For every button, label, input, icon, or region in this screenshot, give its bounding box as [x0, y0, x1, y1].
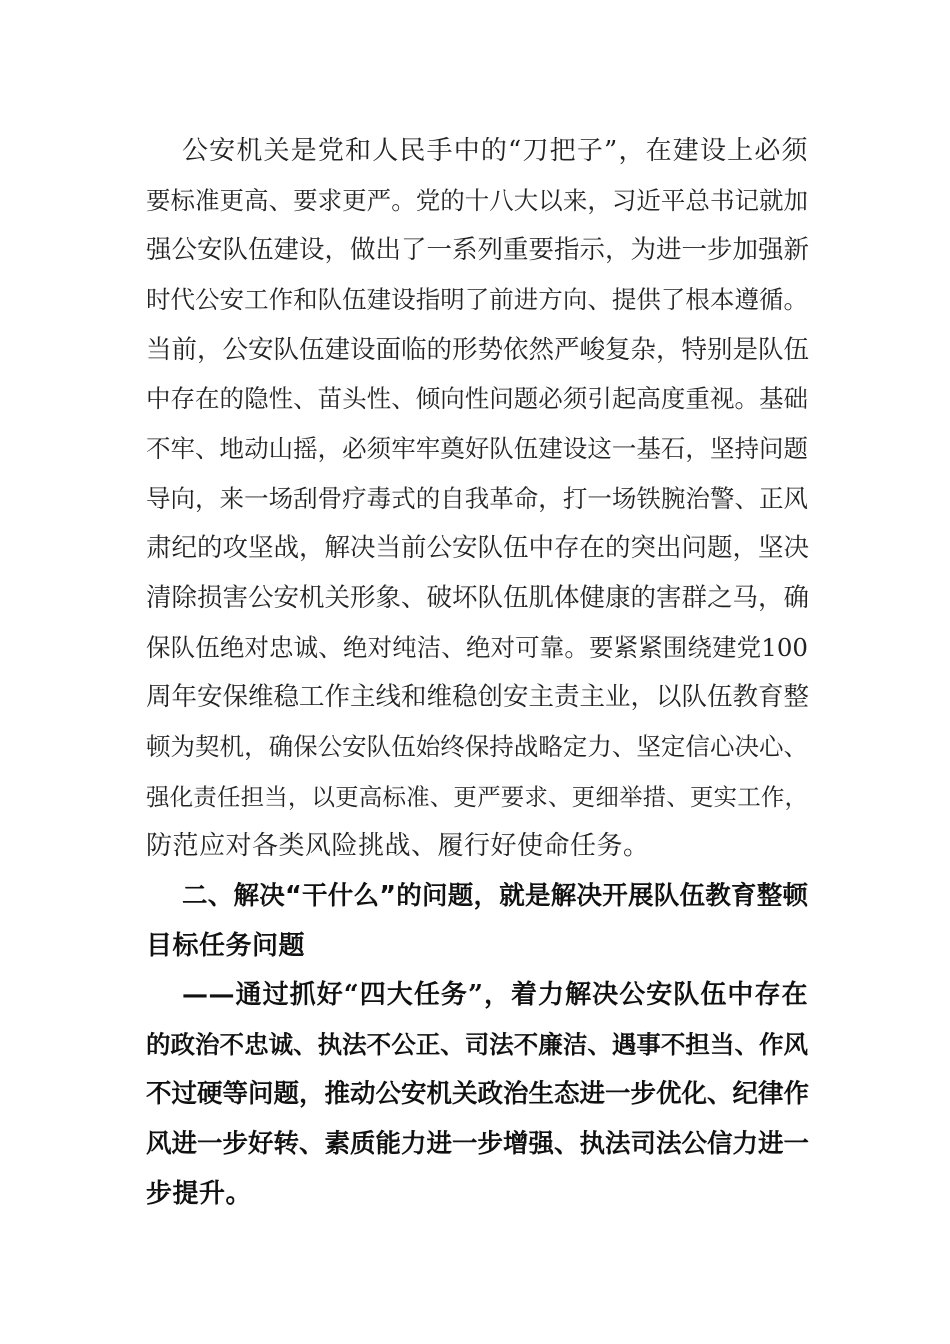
paragraph-1-line-5: 当前，公安队伍建设面临的形势依然严峻复杂，特别是队伍	[146, 335, 810, 365]
paragraph-2-line-4: 风进一步好转、素质能力进一步增强、执法司法公信力进一	[146, 1129, 810, 1159]
paragraph-1-line-11: 保队伍绝对忠诚、绝对纯洁、绝对可靠。要紧紧围绕建党100	[146, 633, 808, 662]
paragraph-1-line-15: 防范应对各类风险挑战、履行好使命任务。	[146, 831, 650, 861]
paragraph-1-line-3: 强公安队伍建设，做出了一系列重要指示，为进一步加强新	[146, 235, 810, 265]
paragraph-2-line-1: ——通过抓好“四大任务”，着力解决公安队伍中存在	[182, 980, 808, 1010]
paragraph-1-line-1: 公安机关是党和人民手中的“刀把子”，在建设上必须	[182, 136, 808, 166]
paragraph-2-line-2: 的政治不忠诚、执法不公正、司法不廉洁、遇事不担当、作风	[146, 1030, 808, 1059]
section-heading-line-2: 目标任务问题	[146, 931, 306, 961]
paragraph-1-line-4: 时代公安工作和队伍建设指明了前进方向、提供了根本遵循。	[146, 285, 808, 314]
paragraph-1-line-14: 强化责任担当，以更高标准、更严要求、更细举措、更实工作，	[146, 783, 808, 811]
paragraph-2-line-5: 步提升。	[146, 1179, 253, 1209]
section-heading-line-1: 二、解决“干什么”的问题，就是解决开展队伍教育整顿	[182, 881, 808, 911]
paragraph-1-line-12: 周年安保维稳工作主线和维稳创安主责主业，以队伍教育整	[146, 682, 810, 712]
paragraph-1-line-8: 导向，来一场刮骨疗毒式的自我革命，打一场铁腕治警、正风	[146, 484, 808, 513]
paragraph-1-line-7: 不牢、地动山摇，必须牢牢奠好队伍建设这一基石，坚持问题	[146, 434, 808, 463]
paragraph-1-line-10: 清除损害公安机关形象、破坏队伍肌体健康的害群之马，确	[146, 583, 810, 613]
paragraph-2-line-3: 不过硬等问题，推动公安机关政治生态进一步优化、纪律作	[146, 1079, 810, 1109]
paragraph-1-line-9: 肃纪的攻坚战，解决当前公安队伍中存在的突出问题，坚决	[146, 533, 810, 563]
paragraph-1-line-2: 要标准更高、要求更严。党的十八大以来，习近平总书记就加	[146, 186, 808, 215]
paragraph-1-line-13: 顿为契机，确保公安队伍始终保持战略定力、坚定信心决心、	[146, 732, 808, 761]
paragraph-1-line-6: 中存在的隐性、苗头性、倾向性问题必须引起高度重视。基础	[146, 384, 808, 413]
